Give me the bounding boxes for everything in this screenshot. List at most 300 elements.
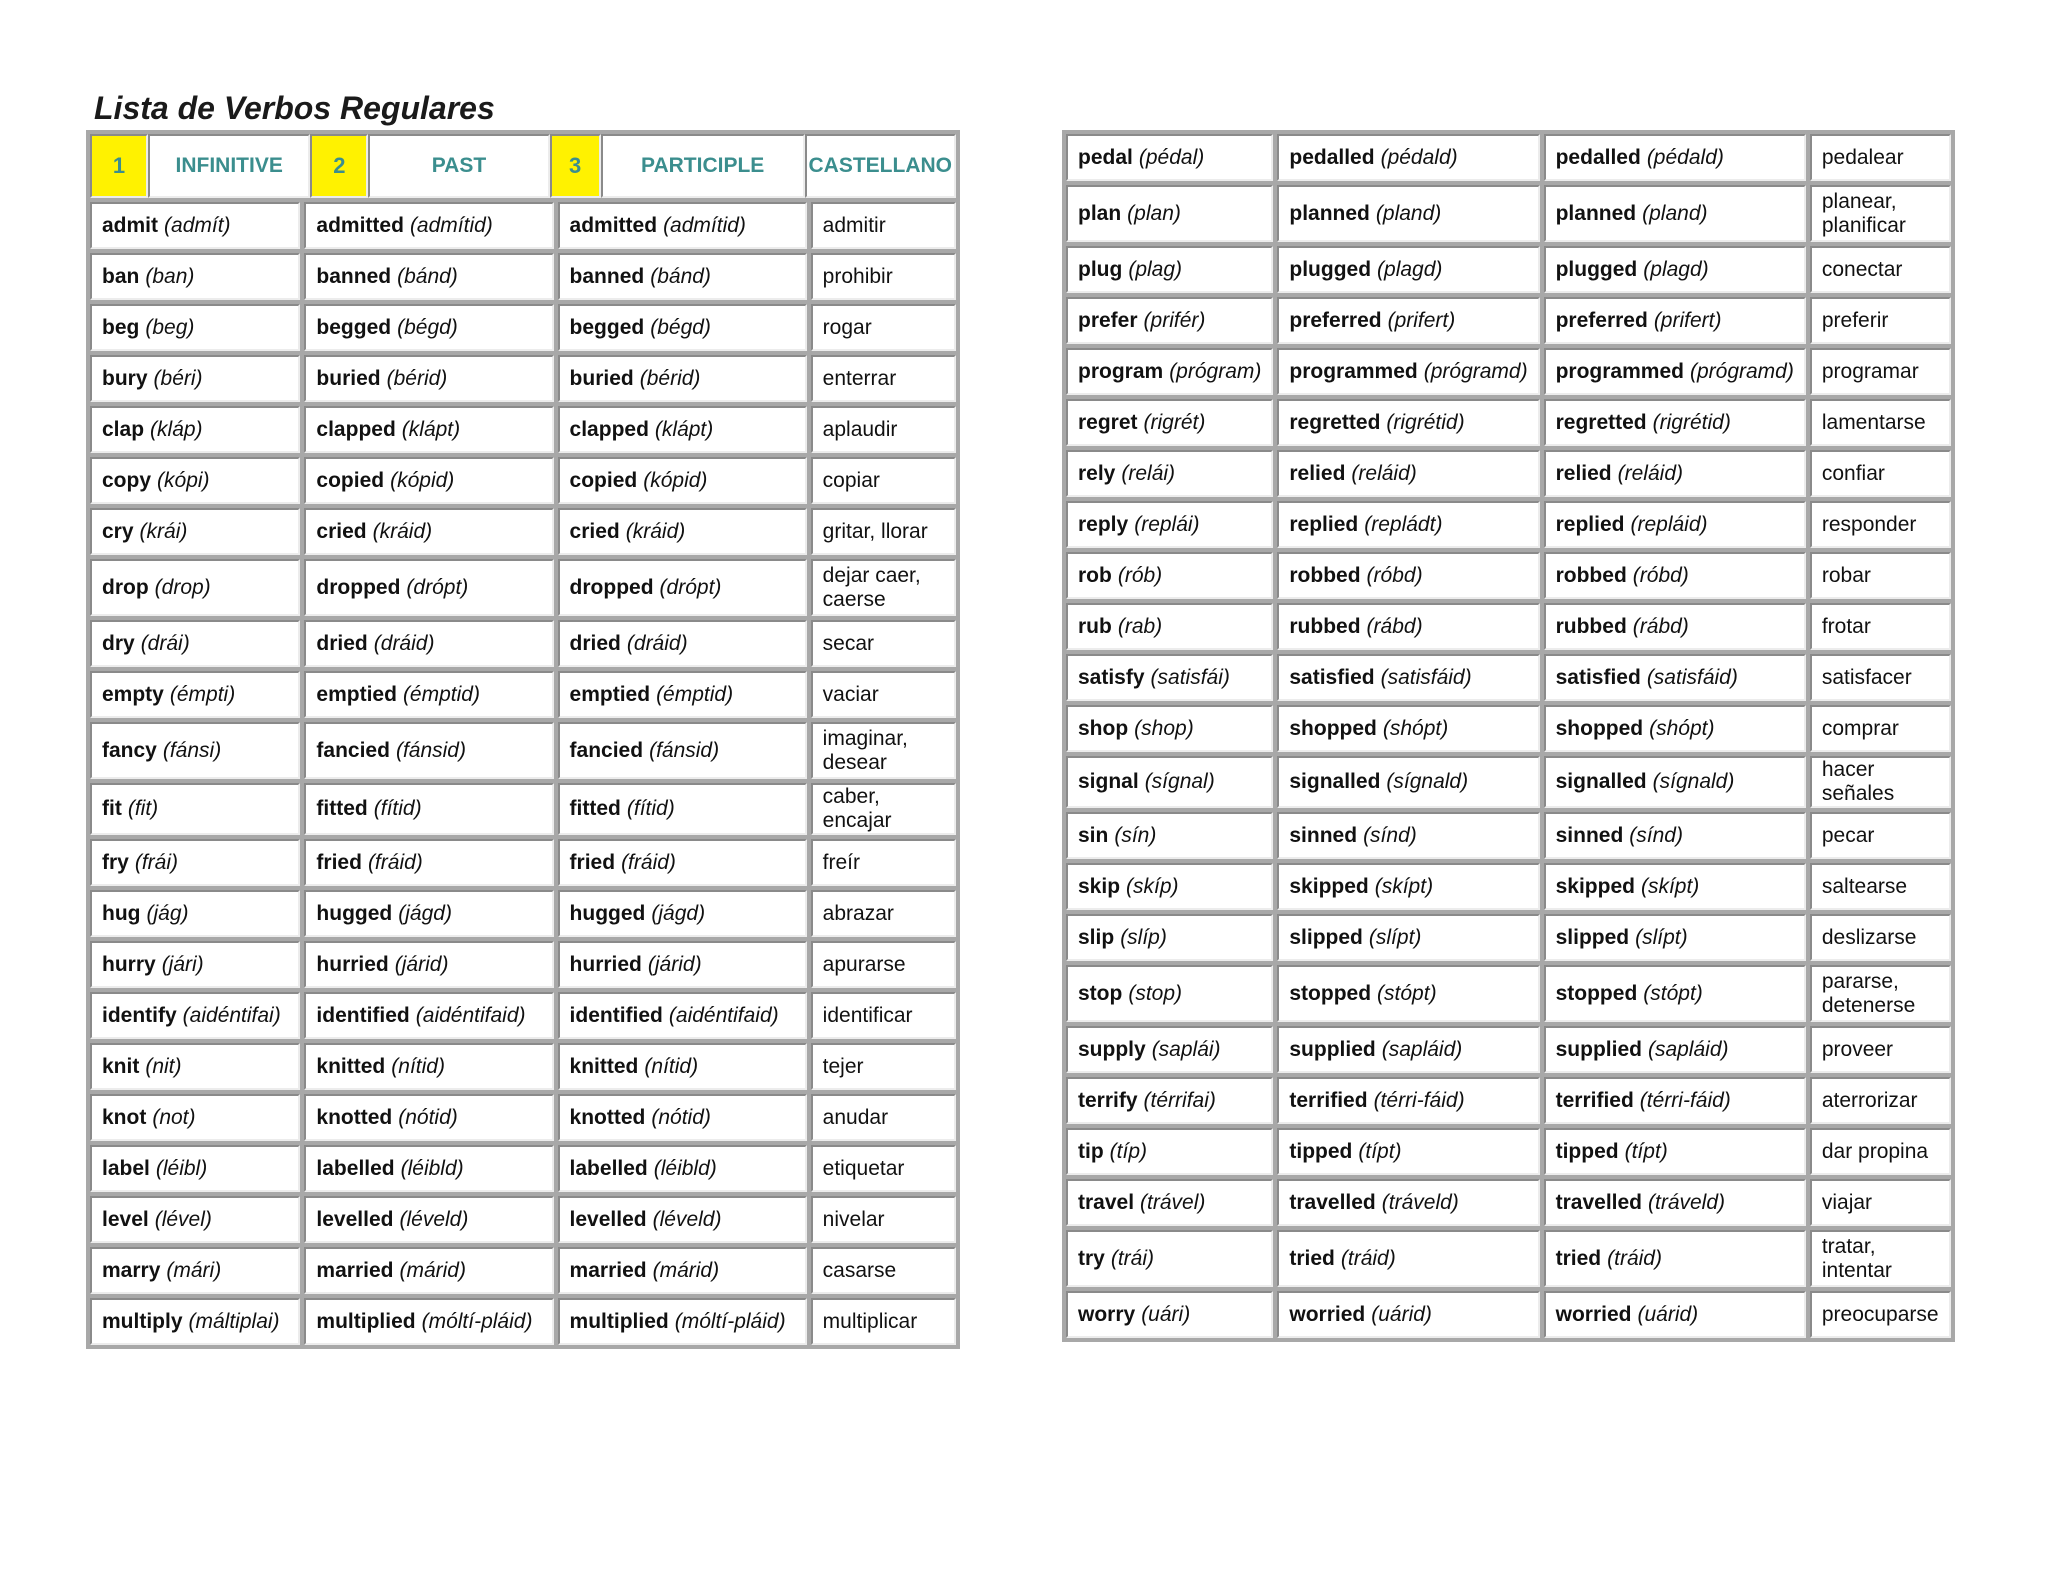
pronunciation: (járid) [647, 952, 702, 976]
verb-form: tip [1078, 1139, 1104, 1163]
infinitive-cell [90, 722, 300, 779]
castellano-cell: pedalear [1810, 134, 1951, 181]
verb-form: shop [1078, 716, 1129, 740]
verb-row [1066, 450, 1951, 497]
pronunciation: (dráid) [373, 631, 435, 655]
infinitive-cell [90, 1247, 300, 1294]
verb-form: knotted [569, 1105, 646, 1129]
verb-row [1066, 1230, 1951, 1287]
infinitive-cell [1066, 603, 1273, 650]
infinitive-cell [1066, 654, 1273, 701]
participle-cell [1544, 399, 1806, 446]
infinitive-cell [90, 355, 300, 402]
pronunciation: (reláid) [1351, 461, 1417, 485]
castellano-cell: nivelar [811, 1196, 956, 1243]
castellano-cell: secar [811, 620, 956, 667]
participle-cell [1544, 705, 1806, 752]
verb-form: admit [102, 213, 159, 237]
pronunciation: (satisfái) [1150, 665, 1230, 689]
verb-form: admitted [569, 213, 658, 237]
castellano-cell: responder [1810, 501, 1951, 548]
past-cell [1277, 1128, 1539, 1175]
participle-cell [1544, 654, 1806, 701]
verb-form: preferred [1555, 308, 1648, 332]
verb-form: rob [1078, 563, 1112, 587]
participle-cell [558, 559, 807, 616]
verb-row [1066, 965, 1951, 1022]
verb-row [1066, 185, 1951, 242]
pronunciation: (lével) [154, 1207, 212, 1231]
pronunciation: (uári) [1141, 1302, 1191, 1326]
castellano-cell: etiquetar [811, 1145, 956, 1192]
past-cell [1277, 501, 1539, 548]
verb-row [90, 457, 956, 504]
pronunciation: (kópid) [390, 468, 455, 492]
castellano-cell: admitir [811, 202, 956, 249]
verb-row [90, 1196, 956, 1243]
verb-form: levelled [569, 1207, 647, 1231]
participle-cell [558, 406, 807, 453]
verb-row [1066, 654, 1951, 701]
past-cell [304, 992, 553, 1039]
verb-form: clap [102, 417, 145, 441]
verb-form: worry [1078, 1302, 1136, 1326]
infinitive-cell [90, 620, 300, 667]
infinitive-cell [90, 1145, 300, 1192]
pronunciation: (térri-fáid) [1639, 1088, 1731, 1112]
column-number-2: 2 [310, 134, 368, 198]
pronunciation: (slípt) [1368, 925, 1422, 949]
participle-cell [558, 839, 807, 886]
pronunciation: (bérid) [639, 366, 701, 390]
pronunciation: (nítid) [644, 1054, 699, 1078]
past-cell [304, 1145, 553, 1192]
verb-form: label [102, 1156, 150, 1180]
verb-form: married [316, 1258, 394, 1282]
past-cell [304, 783, 553, 835]
verb-form: banned [569, 264, 645, 288]
infinitive-cell [1066, 246, 1273, 293]
pronunciation: (krái) [139, 519, 188, 543]
verb-form: terrify [1078, 1088, 1138, 1112]
verb-form: pedal [1078, 145, 1133, 169]
pronunciation: (sígnald) [1386, 770, 1469, 793]
infinitive-cell [1066, 914, 1273, 961]
verb-row [1066, 914, 1951, 961]
pronunciation: (fráid) [621, 850, 676, 874]
pronunciation: (kláp) [150, 417, 203, 441]
verb-form: cry [102, 519, 134, 543]
pronunciation: (prógramd) [1689, 359, 1794, 383]
pronunciation: (skípt) [1640, 874, 1700, 898]
verb-form: supplied [1289, 1037, 1376, 1061]
verb-form: identified [316, 1003, 410, 1027]
pronunciation: (térri-fáid) [1373, 1088, 1465, 1112]
verb-form: bury [102, 366, 148, 390]
castellano-cell: satisfacer [1810, 654, 1951, 701]
castellano-cell: prohibir [811, 253, 956, 300]
pronunciation: (sínd) [1629, 823, 1683, 847]
past-cell [304, 457, 553, 504]
verb-form: travelled [1555, 1190, 1642, 1214]
header-infinitive: INFINITIVE [148, 134, 310, 198]
past-cell [304, 620, 553, 667]
past-cell [304, 355, 553, 402]
header-castellano: CASTELLANO [805, 134, 957, 198]
castellano-cell: preocuparse [1810, 1291, 1951, 1338]
castellano-cell: aplaudir [811, 406, 956, 453]
castellano-cell: deslizarse [1810, 914, 1951, 961]
verb-form: prefer [1078, 308, 1138, 332]
pronunciation: (rab) [1117, 614, 1163, 638]
pronunciation: (róbd) [1366, 563, 1423, 587]
verb-form: preferred [1289, 308, 1382, 332]
infinitive-cell [1066, 348, 1273, 395]
verb-form: hugged [569, 901, 646, 925]
verb-form: banned [316, 264, 392, 288]
verb-row [1066, 756, 1951, 808]
verb-form: dried [316, 631, 368, 655]
verb-row [90, 202, 956, 249]
participle-cell [1544, 134, 1806, 181]
verb-form: knot [102, 1105, 147, 1129]
verb-form: sinned [1289, 823, 1358, 847]
verb-form: robbed [1555, 563, 1627, 587]
pronunciation: (trável) [1140, 1190, 1206, 1214]
verb-form: slipped [1555, 925, 1630, 949]
castellano-cell: caber, encajar [811, 783, 956, 835]
participle-cell [1544, 1230, 1806, 1287]
verb-form: pedalled [1289, 145, 1375, 169]
pronunciation: (sapláid) [1381, 1037, 1463, 1061]
pronunciation: (skíp) [1126, 874, 1179, 898]
infinitive-cell [90, 457, 300, 504]
infinitive-cell [1066, 185, 1273, 242]
verb-form: begged [569, 315, 645, 339]
castellano-cell: vaciar [811, 671, 956, 718]
pronunciation: (kópid) [643, 468, 708, 492]
pronunciation: (shop) [1134, 716, 1194, 740]
verb-form: supplied [1555, 1037, 1642, 1061]
infinitive-cell [1066, 1128, 1273, 1175]
pronunciation: (pland) [1375, 201, 1442, 225]
pronunciation: (nítid) [391, 1054, 445, 1078]
participle-cell [1544, 1179, 1806, 1226]
pronunciation: (admítid) [409, 213, 493, 237]
pronunciation: (tráid) [1607, 1246, 1662, 1270]
pronunciation: (admít) [164, 213, 231, 237]
verb-row [1066, 501, 1951, 548]
verb-form: multiplied [569, 1309, 669, 1333]
verb-form: satisfy [1078, 665, 1145, 689]
verb-row [90, 304, 956, 351]
verb-form: knit [102, 1054, 140, 1078]
verb-form: clapped [316, 417, 396, 441]
castellano-cell: aterrorizar [1810, 1077, 1951, 1124]
infinitive-cell [1066, 812, 1273, 859]
verb-form: skip [1078, 874, 1121, 898]
pronunciation: (stop) [1128, 981, 1183, 1005]
verb-row [90, 355, 956, 402]
verb-row [1066, 552, 1951, 599]
pronunciation: (repláid) [1630, 512, 1708, 536]
past-cell [1277, 756, 1539, 808]
verb-form: sin [1078, 823, 1109, 847]
verb-row [90, 1298, 956, 1345]
pronunciation: (émpti) [169, 682, 236, 706]
pronunciation: (léibld) [653, 1156, 717, 1180]
pronunciation: (pédald) [1646, 145, 1724, 169]
verb-form: programmed [1289, 359, 1418, 383]
pronunciation: (sínd) [1363, 823, 1417, 847]
castellano-cell: abrazar [811, 890, 956, 937]
participle-cell [558, 355, 807, 402]
pronunciation: (sígnal) [1144, 770, 1215, 793]
pronunciation: (fánsi) [162, 738, 222, 762]
participle-cell [558, 941, 807, 988]
pronunciation: (uárid) [1371, 1302, 1432, 1326]
infinitive-cell [1066, 705, 1273, 752]
pronunciation: (nótid) [398, 1105, 458, 1129]
castellano-cell: viajar [1810, 1179, 1951, 1226]
castellano-cell: dar propina [1810, 1128, 1951, 1175]
past-cell [1277, 965, 1539, 1022]
past-cell [304, 202, 553, 249]
past-cell [1277, 450, 1539, 497]
past-cell [1277, 1230, 1539, 1287]
infinitive-cell [90, 1196, 300, 1243]
verb-form: stopped [1289, 981, 1372, 1005]
past-cell [1277, 1077, 1539, 1124]
verb-form: emptied [569, 682, 651, 706]
pronunciation: (uárid) [1637, 1302, 1699, 1326]
past-cell [304, 1094, 553, 1141]
participle-cell [1544, 501, 1806, 548]
pronunciation: (relái) [1121, 461, 1176, 485]
past-cell [304, 508, 553, 555]
past-cell [1277, 863, 1539, 910]
castellano-cell: conectar [1810, 246, 1951, 293]
pronunciation: (aidéntifaid) [415, 1003, 526, 1027]
verb-form: plugged [1555, 257, 1638, 281]
pronunciation: (admítid) [663, 213, 746, 237]
verb-row [1066, 1179, 1951, 1226]
pronunciation: (mári) [166, 1258, 222, 1282]
pronunciation: (márid) [399, 1258, 466, 1282]
infinitive-cell [90, 890, 300, 937]
participle-cell [1544, 914, 1806, 961]
pronunciation: (sín) [1114, 823, 1157, 847]
castellano-cell: freír [811, 839, 956, 886]
verb-row [90, 1247, 956, 1294]
castellano-cell: copiar [811, 457, 956, 504]
infinitive-cell [90, 508, 300, 555]
past-cell [304, 1043, 553, 1090]
verb-form: signalled [1289, 770, 1381, 793]
verb-form: dried [569, 631, 621, 655]
pronunciation: (tráveld) [1648, 1190, 1726, 1214]
verb-row [1066, 1077, 1951, 1124]
past-cell [1277, 246, 1539, 293]
pronunciation: (pland) [1642, 201, 1708, 225]
infinitive-cell [1066, 1179, 1273, 1226]
verb-row [90, 253, 956, 300]
past-cell [1277, 297, 1539, 344]
past-cell [304, 671, 553, 718]
participle-cell [558, 671, 807, 718]
pronunciation: (tráveld) [1381, 1190, 1459, 1214]
verb-form: rubbed [1555, 614, 1627, 638]
verb-row [1066, 812, 1951, 859]
verb-form: begged [316, 315, 392, 339]
participle-cell [558, 1094, 807, 1141]
infinitive-cell [90, 1094, 300, 1141]
pronunciation: (rigrétid) [1652, 410, 1731, 434]
verb-form: rely [1078, 461, 1116, 485]
verb-form: planned [1289, 201, 1370, 225]
verb-form: sinned [1555, 823, 1624, 847]
verb-form: regretted [1555, 410, 1647, 434]
castellano-cell: gritar, llorar [811, 508, 956, 555]
verb-form: fancied [316, 738, 390, 762]
participle-cell [558, 202, 807, 249]
participle-cell [558, 1196, 807, 1243]
castellano-cell: casarse [811, 1247, 956, 1294]
verb-form: copy [102, 468, 152, 492]
verb-form: identified [569, 1003, 663, 1027]
pronunciation: (pédal) [1138, 145, 1205, 169]
verb-form: dropped [569, 575, 654, 599]
pronunciation: (rób) [1117, 563, 1163, 587]
header-participle: PARTICIPLE [601, 134, 805, 198]
verb-row [1066, 1026, 1951, 1073]
pronunciation: (émptid) [656, 682, 734, 706]
pronunciation: (beg) [145, 315, 195, 339]
verb-form: tried [1289, 1246, 1335, 1270]
verb-row [90, 890, 956, 937]
pronunciation: (márid) [652, 1258, 720, 1282]
verb-form: signalled [1555, 770, 1647, 793]
pronunciation: (móltí-pláid) [674, 1309, 786, 1333]
pronunciation: (típt) [1624, 1139, 1668, 1163]
pronunciation: (émptid) [402, 682, 480, 706]
past-cell [304, 941, 553, 988]
verbs-table-left [86, 130, 960, 1349]
verb-form: labelled [569, 1156, 648, 1180]
verb-form: empty [102, 682, 164, 706]
castellano-cell: imaginar, desear [811, 722, 956, 779]
verb-form: travel [1078, 1190, 1135, 1214]
pronunciation: (típ) [1109, 1139, 1147, 1163]
pronunciation: (bégd) [397, 315, 458, 339]
verb-form: stopped [1555, 981, 1638, 1005]
castellano-cell: apurarse [811, 941, 956, 988]
castellano-cell: rogar [811, 304, 956, 351]
pronunciation: (satisfáid) [1380, 665, 1472, 689]
pronunciation: (sapláid) [1647, 1037, 1729, 1061]
pronunciation: (nit) [145, 1054, 182, 1078]
pronunciation: (trái) [1110, 1246, 1155, 1270]
verb-form: levelled [316, 1207, 394, 1231]
column-number-1: 1 [90, 134, 148, 198]
verb-form: fancied [569, 738, 644, 762]
pronunciation: (repládt) [1364, 512, 1443, 536]
verb-form: relied [1555, 461, 1612, 485]
pronunciation: (plan) [1127, 201, 1181, 225]
pronunciation: (fráid) [367, 850, 423, 874]
pronunciation: (pédald) [1380, 145, 1458, 169]
verb-form: program [1078, 359, 1164, 383]
participle-cell [558, 890, 807, 937]
verb-row [90, 620, 956, 667]
verb-row [1066, 297, 1951, 344]
pronunciation: (fánsid) [395, 738, 466, 762]
castellano-cell: multiplicar [811, 1298, 956, 1345]
participle-cell [1544, 450, 1806, 497]
infinitive-cell [1066, 399, 1273, 446]
verb-row [1066, 863, 1951, 910]
pronunciation: (róbd) [1632, 563, 1689, 587]
participle-cell [1544, 1026, 1806, 1073]
pronunciation: (prifér) [1143, 308, 1206, 332]
participle-cell [1544, 756, 1806, 808]
verb-row [1066, 705, 1951, 752]
verb-form: relied [1289, 461, 1346, 485]
castellano-cell: tejer [811, 1043, 956, 1090]
pronunciation: (frái) [134, 850, 179, 874]
castellano-cell: pecar [1810, 812, 1951, 859]
verb-form: labelled [316, 1156, 395, 1180]
verb-form: fitted [569, 797, 621, 820]
past-cell [1277, 705, 1539, 752]
verb-form: buried [316, 366, 381, 390]
pronunciation: (saplái) [1151, 1037, 1221, 1061]
pronunciation: (aidéntifai) [182, 1003, 281, 1027]
participle-cell [558, 508, 807, 555]
verb-row [90, 783, 956, 835]
participle-cell [1544, 552, 1806, 599]
verb-form: slipped [1289, 925, 1363, 949]
verb-form: hurry [102, 952, 156, 976]
pronunciation: (prógram) [1169, 359, 1262, 383]
verb-form: travelled [1289, 1190, 1376, 1214]
pronunciation: (tráid) [1340, 1246, 1396, 1270]
participle-cell [1544, 1128, 1806, 1175]
verb-form: planned [1555, 201, 1637, 225]
verb-row [90, 1043, 956, 1090]
verb-form: fry [102, 850, 129, 874]
participle-cell [558, 304, 807, 351]
verb-row [90, 1094, 956, 1141]
verb-form: dry [102, 631, 135, 655]
verb-form: buried [569, 366, 634, 390]
verb-form: satisfied [1555, 665, 1641, 689]
verb-row [1066, 1291, 1951, 1338]
pronunciation: (sígnald) [1652, 770, 1735, 793]
verb-form: hurried [569, 952, 642, 976]
verb-form: knitted [569, 1054, 639, 1078]
pronunciation: (kráid) [372, 519, 433, 543]
participle-cell [558, 457, 807, 504]
pronunciation: (slípt) [1635, 925, 1688, 949]
pronunciation: (léibl) [155, 1156, 208, 1180]
castellano-cell: planear, planificar [1810, 185, 1951, 242]
pronunciation: (reláid) [1617, 461, 1683, 485]
participle-cell [1544, 863, 1806, 910]
verb-form: hug [102, 901, 141, 925]
castellano-cell: comprar [1810, 705, 1951, 752]
pronunciation: (plagd) [1377, 257, 1443, 281]
